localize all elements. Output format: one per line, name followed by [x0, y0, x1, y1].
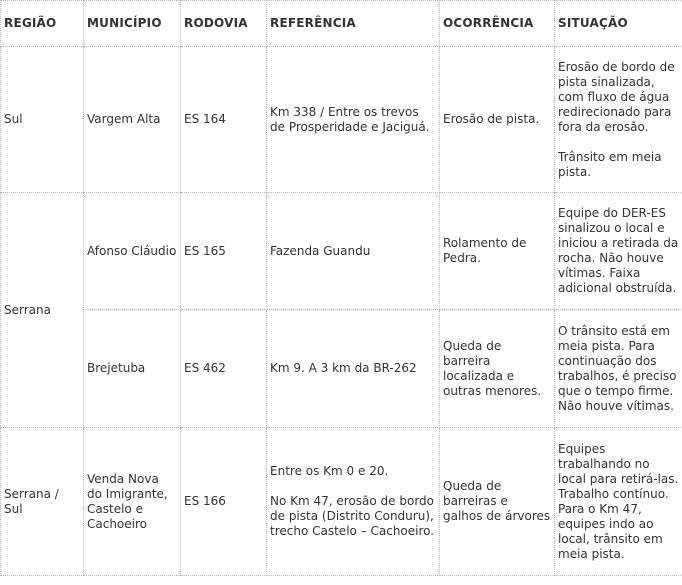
- cell-regiao: Sul: [1, 47, 84, 193]
- cell-rodovia: ES 166: [181, 428, 267, 576]
- table-row: [1, 47, 682, 193]
- cell-municipio: Vargem Alta: [84, 47, 181, 193]
- cell-rodovia: ES 165: [181, 193, 267, 310]
- cell-ocorrencia: Queda de barreira localizada e outras menores.: [440, 310, 555, 428]
- cell-situacao: O trânsito está em meia pista. Para continuação dos trabalhos, é preciso que o tempo firme. Não houve vítimas.: [555, 310, 682, 428]
- table-row: [1, 428, 682, 576]
- cell-ocorrencia: Rolamento de Pedra.: [440, 193, 555, 310]
- cell-situacao: Equipes trabalhando no local para retirá-las. Trabalho contínuo. Para o Km 47, equipes indo ao local, trânsito em meia pista.: [555, 428, 682, 576]
- cell-referencia: Entre os Km 0 e 20. No Km 47, erosão de bordo de pista (Distrito Conduru), trecho Castelo – Cachoeiro.: [267, 428, 440, 576]
- cell-municipio: Afonso Cláudio: [84, 193, 181, 310]
- header-situacao: SITUAÇÃO: [555, 1, 682, 47]
- cell-municipio: Venda Nova do Imigrante, Castelo e Cachoeiro: [84, 428, 181, 576]
- cell-regiao: Serrana: [1, 193, 84, 428]
- table-row: [1, 310, 682, 428]
- header-municipio: MUNICÍPIO: [84, 1, 181, 47]
- cell-referencia: Km 338 / Entre os trevos de Prosperidade e Jaciguá.: [267, 47, 440, 193]
- cell-rodovia: ES 164: [181, 47, 267, 193]
- cell-ocorrencia: Queda de barreiras e galhos de árvores: [440, 428, 555, 576]
- cell-situacao: Erosão de bordo de pista sinalizada, com fluxo de água redirecionado para fora da erosão. Trânsito em meia pista.: [555, 47, 682, 193]
- cell-regiao: Serrana / Sul: [1, 428, 84, 576]
- header-regiao: REGIÃO: [1, 1, 84, 47]
- cell-rodovia: ES 462: [181, 310, 267, 428]
- header-rodovia: RODOVIA: [181, 1, 267, 47]
- table-header-row: [1, 1, 682, 47]
- table-row: [1, 193, 682, 310]
- header-ocorrencia: OCORRÊNCIA: [440, 1, 555, 47]
- cell-referencia: Km 9. A 3 km da BR-262: [267, 310, 440, 428]
- cell-referencia: Fazenda Guandu: [267, 193, 440, 310]
- cell-municipio: Brejetuba: [84, 310, 181, 428]
- cell-ocorrencia: Erosão de pista.: [440, 47, 555, 193]
- cell-situacao: Equipe do DER-ES sinalizou o local e iniciou a retirada da rocha. Não houve vítimas. Faixa adicional obstruída.: [555, 193, 682, 310]
- header-referencia: REFERÊNCIA: [267, 1, 440, 47]
